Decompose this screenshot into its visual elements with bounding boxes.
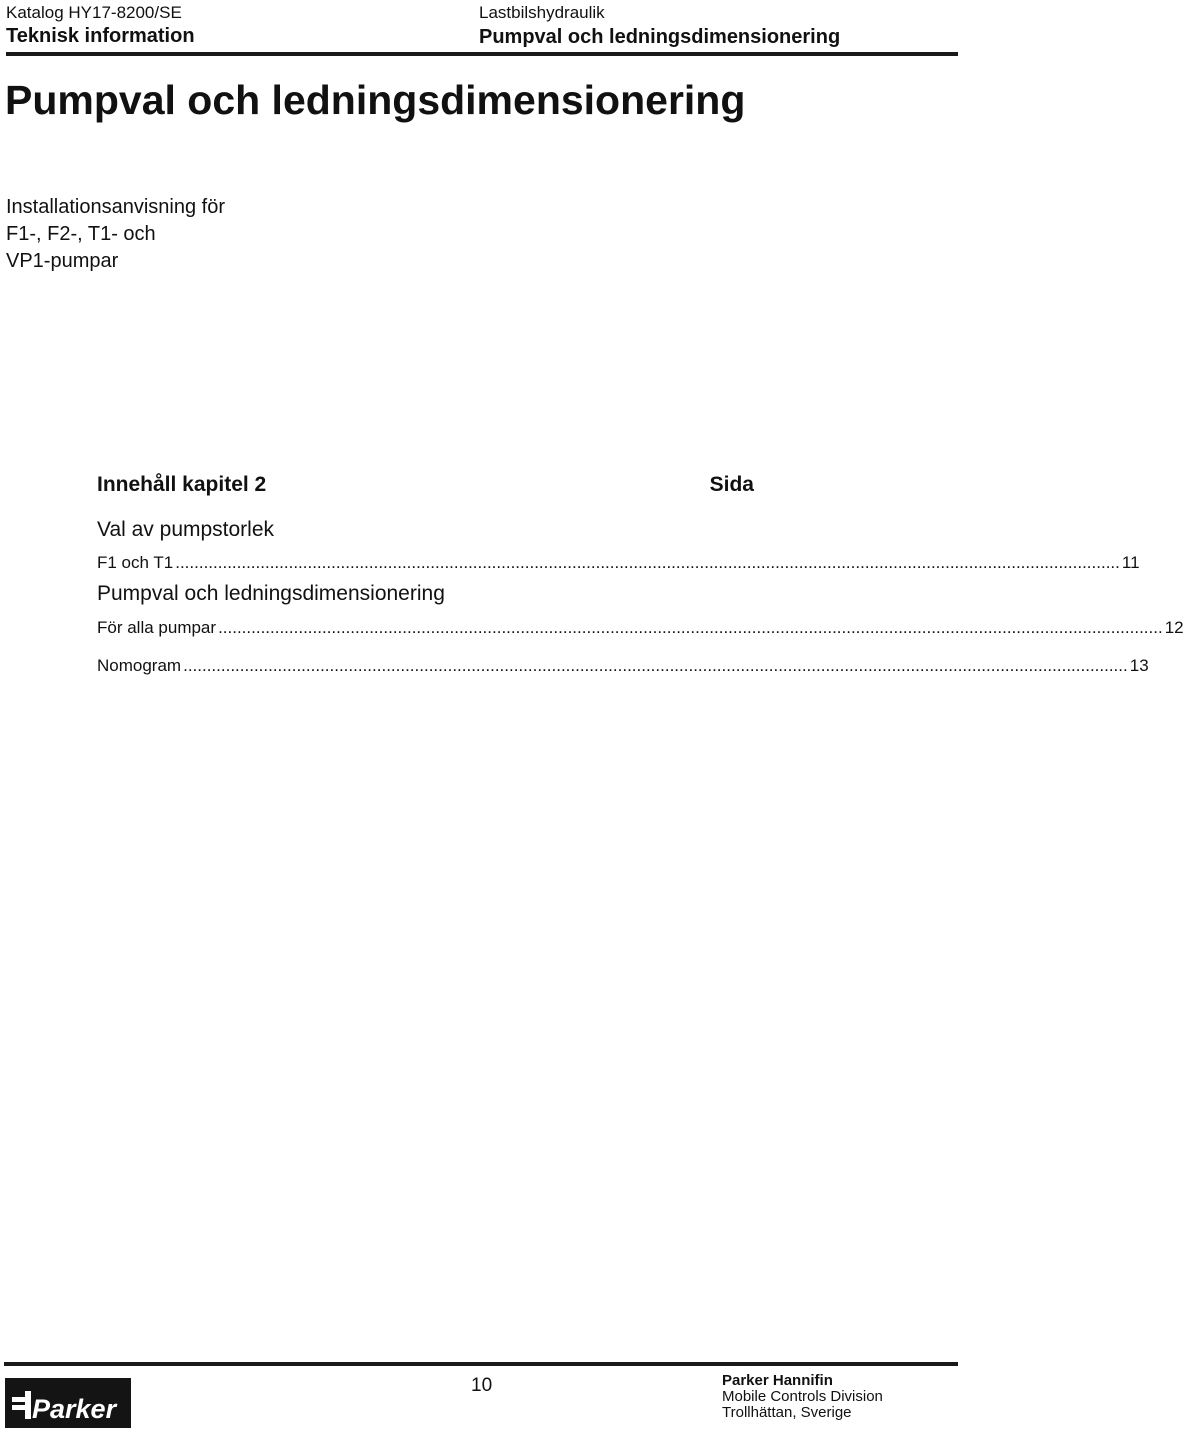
toc-entry[interactable] [97, 617, 1184, 639]
subtitle-line: F1-, F2-, T1- och [6, 223, 156, 245]
toc-entry-page: 13 [1129, 656, 1149, 675]
company-location: Trollhättan, Sverige [722, 1404, 852, 1421]
page-number: 10 [471, 1375, 493, 1396]
toc-section-title: Pumpval och ledningsdimensionering [97, 582, 445, 605]
company-name: Parker Hannifin [722, 1372, 833, 1389]
topic-name: Pumpval och ledningsdimensionering [479, 26, 841, 48]
page-title: Pumpval och ledningsdimensionering [5, 77, 746, 123]
table-of-contents [97, 470, 1184, 677]
toc-entry-label: F1 och T1 [97, 553, 174, 572]
toc-leader-dots: ........................................................................................................................................................................................................ [183, 656, 1128, 675]
section-name: Teknisk information [6, 25, 195, 47]
toc-leader-dots: ........................................................................................................................................................................................................ [218, 618, 1163, 637]
subtitle-line: Installationsanvisning för [6, 196, 226, 218]
subtitle [6, 194, 225, 275]
toc-entry-label: För alla pumpar [97, 618, 217, 637]
header-rule [6, 52, 958, 56]
running-header-left [6, 2, 195, 47]
toc-header [97, 470, 757, 500]
toc-entry-page: 11 [1121, 553, 1140, 572]
category-name: Lastbilshydraulik [479, 3, 605, 22]
parker-logo [5, 1378, 131, 1428]
company-division: Mobile Controls Division [722, 1388, 883, 1405]
subtitle-line: VP1-pumpar [6, 250, 119, 272]
toc-leader-dots: ........................................................................................................................................................................................................ [175, 553, 1120, 572]
toc-page-heading: Sida [709, 473, 754, 496]
toc-entry[interactable] [97, 552, 1140, 574]
footer-rule [4, 1362, 958, 1366]
toc-heading: Innehåll kapitel 2 [97, 473, 267, 496]
toc-entry-page: 12 [1164, 618, 1184, 637]
running-header-right [479, 0, 840, 50]
logo-wordmark: Parker [32, 1394, 117, 1424]
catalog-number: Katalog HY17-8200/SE [6, 3, 182, 22]
parker-logo-mark [5, 1378, 131, 1428]
toc-entry-label: Nomogram [97, 656, 182, 675]
company-info [722, 1373, 883, 1421]
toc-section-title: Val av pumpstorlek [97, 518, 275, 541]
toc-entry[interactable] [97, 655, 1149, 677]
